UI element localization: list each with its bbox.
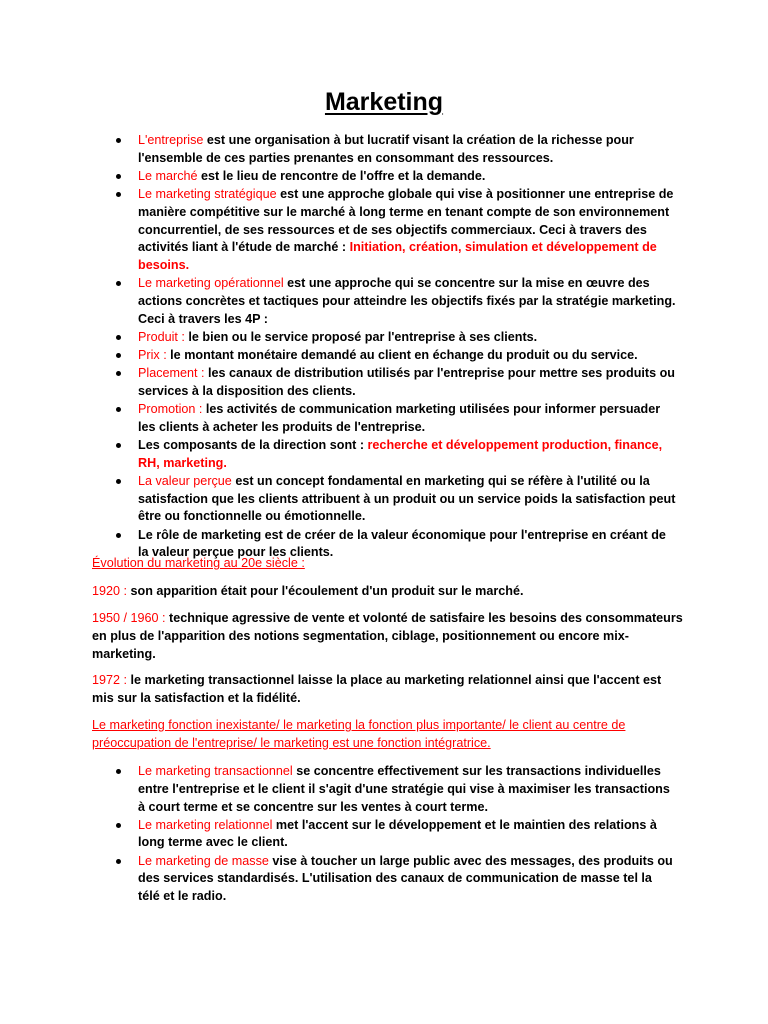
- list-item: [116, 329, 676, 347]
- term: L'entreprise: [138, 133, 204, 147]
- term: Produit :: [138, 329, 185, 344]
- list-item: [116, 437, 676, 473]
- definitions-list: [116, 132, 676, 562]
- evolution-heading: Évolution du marketing au 20e siècle :: [92, 556, 305, 570]
- definition-text: les activités de communication marketing utilisées pour informer persuader les clients à acheter les produits de l'entreprise.: [138, 402, 661, 434]
- term: Placement :: [138, 366, 205, 381]
- highlight-text: Initiation, création, simulation et développement de besoins.: [138, 240, 657, 273]
- list-item: [116, 365, 676, 401]
- list-item: [116, 168, 676, 186]
- paragraph-text: le marketing transactionnel laisse la place au marketing relationnel ainsi que l'accent est mis sur la satisfaction et la fidélité.: [92, 673, 662, 705]
- definition-text: Le rôle de marketing est de créer de la valeur économique pour l'entreprise en créant de la valeur perçue pour les clients.: [138, 527, 666, 560]
- list-item: [116, 347, 676, 365]
- functions-line: Le marketing fonction inexistante/ le marketing la fonction plus importante/ le client au centre de préoccupation de l'entreprise/ le marketing est une fonction intégratrice.: [92, 718, 626, 750]
- definition-text: Les composants de la direction sont :: [138, 437, 368, 452]
- definition-text: met l'accent sur le développement et le maintien des relations à long terme avec le client.: [138, 817, 657, 850]
- paragraph-text: son apparition était pour l'écoulement d'un produit sur le marché.: [127, 584, 524, 598]
- list-item: [116, 763, 676, 816]
- list-item: [116, 853, 676, 906]
- highlight-text: recherche et développement production, finance, RH, marketing.: [138, 437, 663, 470]
- paragraph-text: technique agressive de vente et volonté de satisfaire les besoins des consommateurs en plus de l'apparition des notions segmentation, ciblage, positionnement ou encore mix-marketing.: [92, 611, 683, 661]
- definition-text: est une approche globale qui vise à positionner une entreprise de manière compétitive sur le marché à long terme en tenant compte de son environnement concurrentiel, de ses ressources et de ses objectifs commerciaux. Ceci à travers des activités liant à l'étude de marché :: [138, 186, 674, 255]
- paragraph-1972: [92, 672, 684, 708]
- definition-text: est une organisation à but lucratif visant la création de la richesse pour l'ensemble de ces parties prenantes en consommant des ressources.: [138, 133, 634, 165]
- term: Prix :: [138, 348, 167, 363]
- term: Le marketing transactionnel: [138, 764, 293, 778]
- definition-text: se concentre effectivement sur les transactions individuelles entre l'entreprise et le client il s'agit d'une stratégie qui vise à maximiser les transactions à court terme et se concentre sur les ventes à court terme.: [138, 764, 670, 814]
- term: Le marketing de masse: [138, 853, 269, 868]
- list-item: [116, 132, 676, 168]
- definition-text: le montant monétaire demandé au client en échange du produit ou du service.: [166, 348, 638, 363]
- definition-text: le bien ou le service proposé par l'entreprise à ses clients.: [184, 329, 538, 344]
- definition-text: est une approche qui se concentre sur la mise en œuvre des actions concrètes et tactiques pour atteindre les objectifs fixés par la stratégie marketing. Ceci à travers les 4P :: [138, 276, 676, 326]
- list-item: [116, 401, 676, 437]
- definition-text: les canaux de distribution utilisés par l'entreprise pour mettre ses produits ou services à la disposition des clients.: [138, 366, 675, 398]
- list-item: [116, 275, 676, 328]
- term: Le marché: [138, 168, 198, 183]
- year-label: 1972 :: [92, 673, 128, 687]
- term: La valeur perçue: [138, 473, 232, 488]
- year-label: 1950 / 1960 :: [92, 611, 166, 625]
- page-title: Marketing: [324, 88, 444, 116]
- term: Le marketing relationnel: [138, 817, 273, 832]
- definition-text: est un concept fondamental en marketing qui se réfère à l'utilité ou la satisfaction que les clients attribuent à un produit ou un service poids la satisfaction peut être ou fonctionnelle ou émotionnelle.: [138, 473, 676, 524]
- definition-text: vise à toucher un large public avec des messages, des produits ou des services standardisés. L'utilisation des canaux de communication de masse tel la télé et le radio.: [138, 853, 673, 904]
- definition-text: est le lieu de rencontre de l'offre et la demande.: [197, 168, 486, 183]
- term: Le marketing opérationnel: [138, 276, 284, 291]
- term: Promotion :: [138, 402, 203, 417]
- list-item: [116, 817, 676, 853]
- term: Le marketing stratégique: [138, 186, 277, 201]
- paragraph-1920: [92, 583, 684, 601]
- list-item: [116, 473, 676, 526]
- year-label: 1920 :: [92, 584, 128, 598]
- marketing-types-list: [116, 763, 676, 906]
- paragraph-1950-1960: [92, 610, 684, 663]
- list-item: [116, 186, 676, 275]
